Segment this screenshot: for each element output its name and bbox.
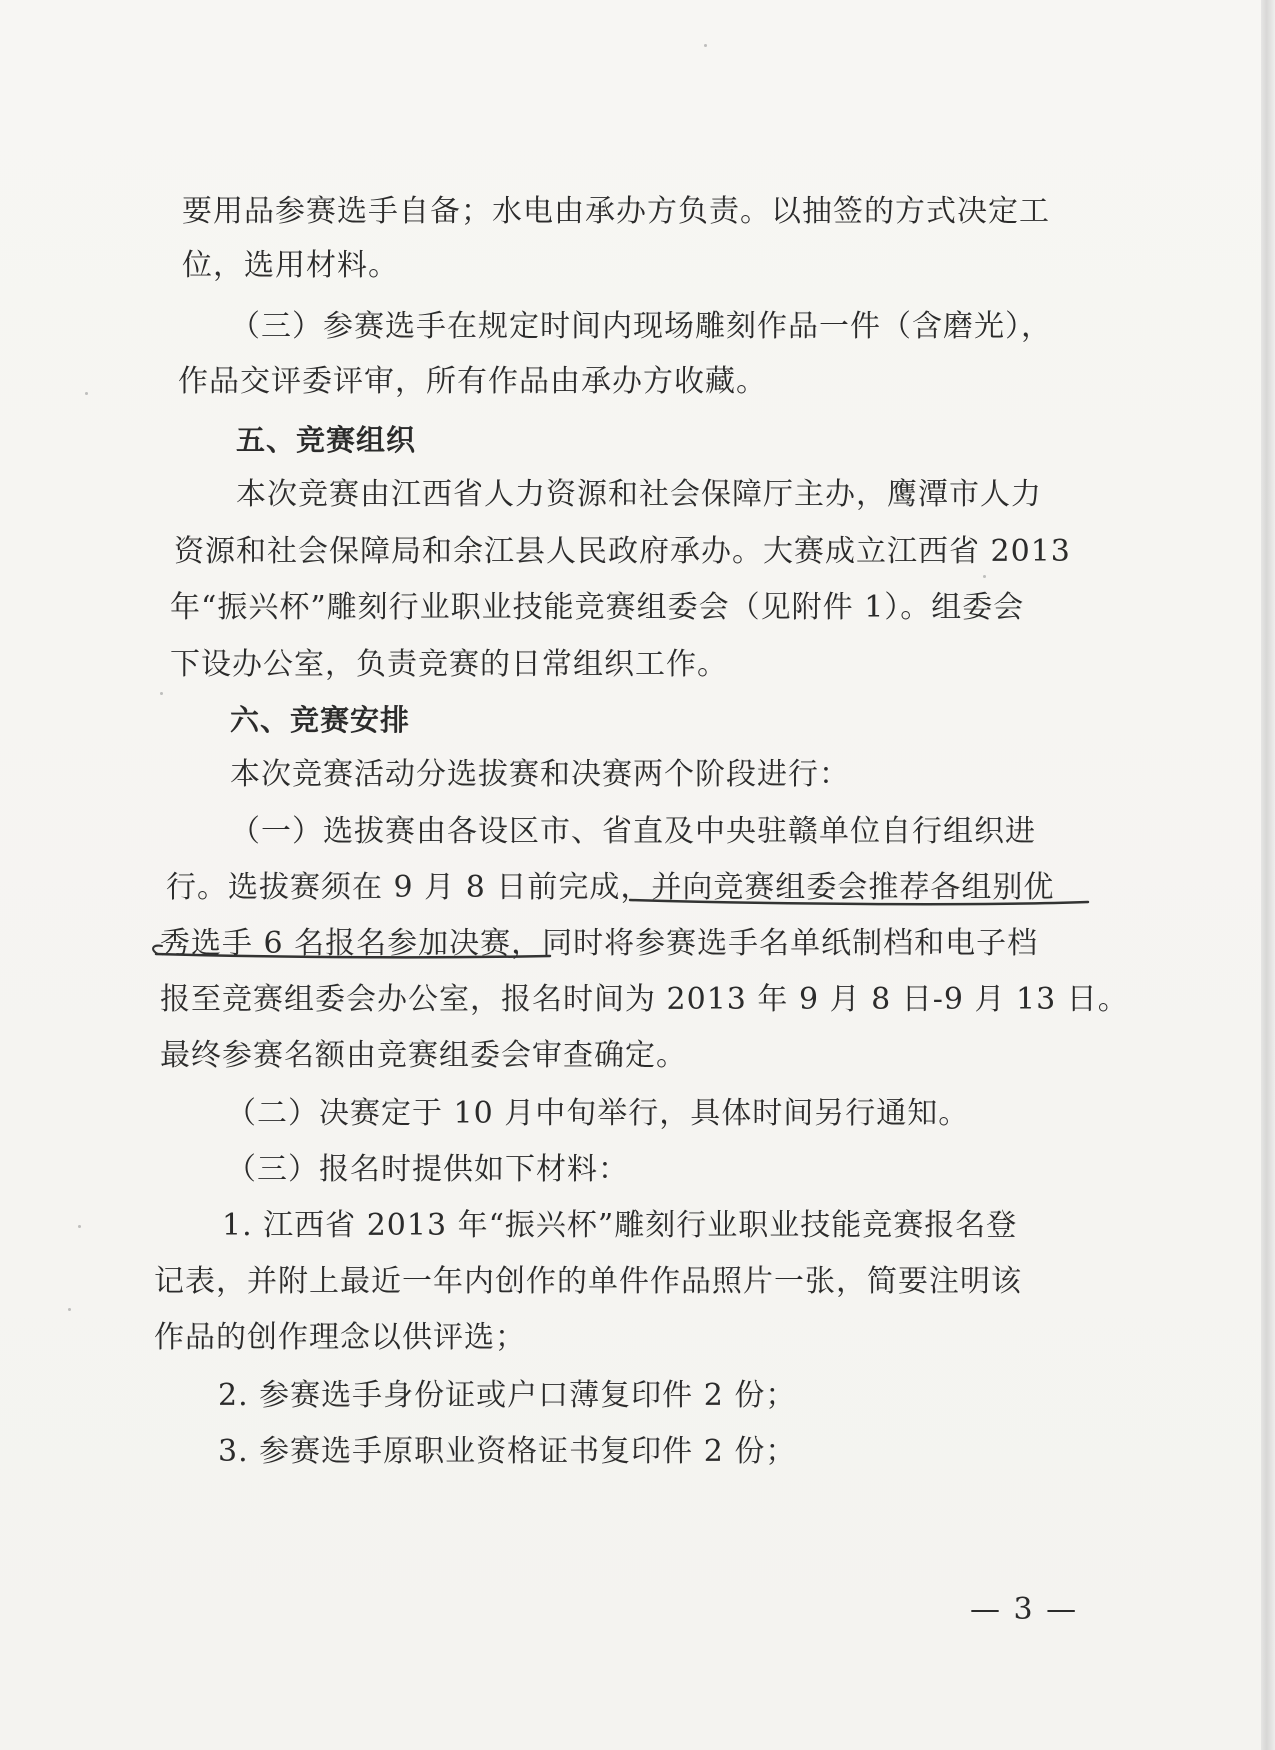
- body-line: 要用品参赛选手自备；水电由承办方负责。以抽签的方式决定工: [182, 194, 1050, 229]
- body-line: 报至竞赛组委会办公室，报名时间为 2013 年 9 月 8 日-9 月 13 日。: [160, 982, 1129, 1017]
- body-line: 作品的创作理念以供评选；: [154, 1320, 526, 1355]
- body-line: （二）决赛定于 10 月中旬举行，具体时间另行通知。: [226, 1096, 970, 1131]
- body-line: 年“振兴杯”雕刻行业职业技能竞赛组委会（见附件 1）。组委会: [170, 590, 1025, 625]
- body-line: 下设办公室，负责竞赛的日常组织工作。: [170, 647, 728, 682]
- body-line: 本次竞赛活动分选拔赛和决赛两个阶段进行：: [230, 757, 850, 792]
- scan-speck: [78, 1225, 81, 1228]
- body-line: 3. 参赛选手原职业资格证书复印件 2 份；: [218, 1434, 797, 1469]
- body-line: 资源和社会保障局和余江县人民政府承办。大赛成立江西省 2013: [174, 534, 1071, 569]
- scan-speck: [160, 692, 163, 695]
- body-line: （一）选拔赛由各设区市、省直及中央驻赣单位自行组织进: [230, 814, 1036, 849]
- body-line: 作品交评委评审，所有作品由承办方收藏。: [178, 364, 767, 399]
- section-heading-organization: 五、竞赛组织: [236, 423, 417, 457]
- body-line: 2. 参赛选手身份证或户口薄复印件 2 份；: [218, 1378, 797, 1413]
- scan-speck: [85, 392, 88, 395]
- body-line: 1. 江西省 2013 年“振兴杯”雕刻行业职业技能竞赛报名登: [222, 1208, 1018, 1243]
- body-line: 本次竞赛由江西省人力资源和社会保障厅主办，鹰潭市人力: [236, 477, 1042, 512]
- section-heading-schedule: 六、竞赛安排: [230, 703, 411, 737]
- page-number: — 3 —: [970, 1592, 1079, 1627]
- scan-edge: [1261, 0, 1275, 1750]
- body-line: （三）参赛选手在规定时间内现场雕刻作品一件（含磨光），: [230, 309, 1052, 344]
- body-line: 位，选用材料。: [182, 248, 399, 283]
- scan-speck: [68, 1308, 71, 1311]
- body-line: （三）报名时提供如下材料：: [226, 1152, 629, 1187]
- body-line: 行。选拔赛须在 9 月 8 日前完成，并向竞赛组委会推荐各组别优: [166, 870, 1055, 905]
- body-line: 最终参赛名额由竞赛组委会审查确定。: [160, 1038, 687, 1073]
- scan-speck: [704, 44, 707, 47]
- scan-speck: [983, 575, 986, 578]
- body-line: 记表，并附上最近一年内创作的单件作品照片一张，简要注明该: [154, 1264, 1022, 1299]
- body-line: 秀选手 6 名报名参加决赛，同时将参赛选手名单纸制档和电子档: [160, 926, 1039, 961]
